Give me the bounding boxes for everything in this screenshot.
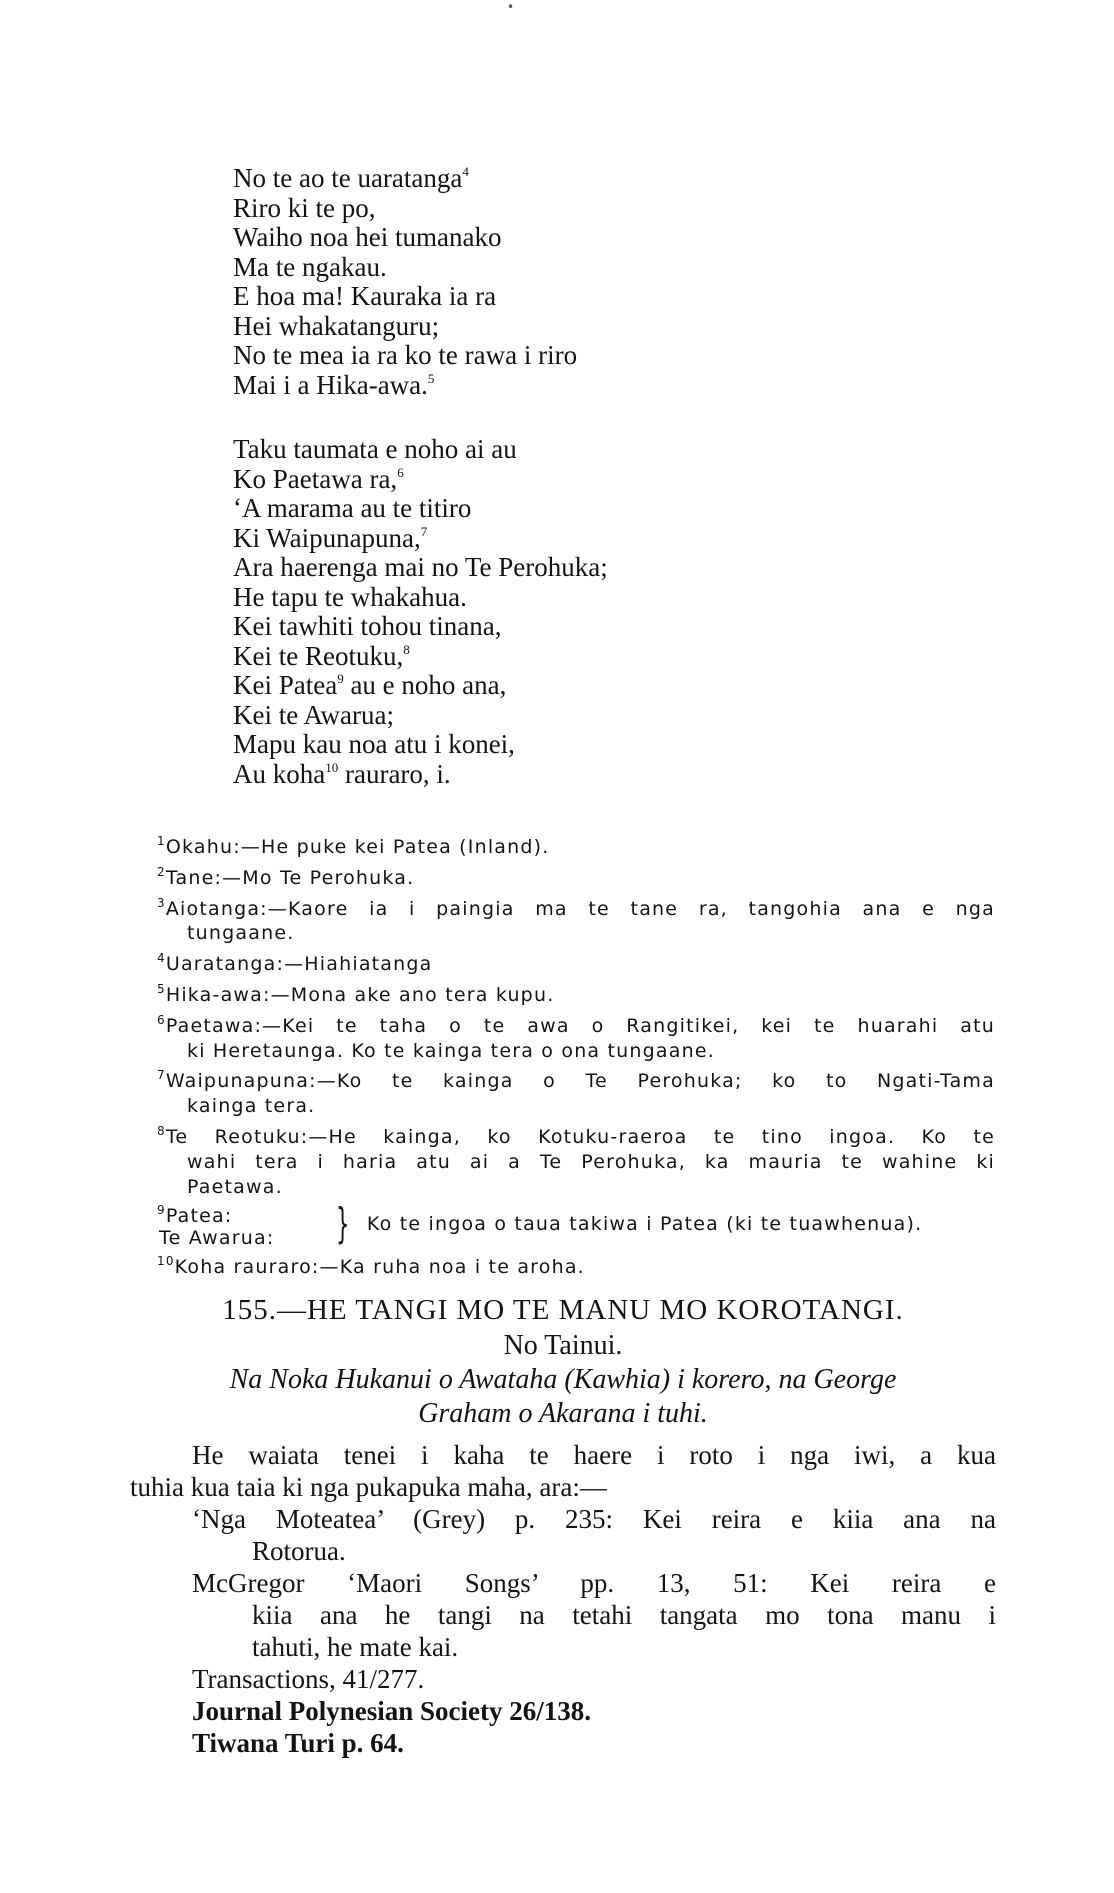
reference-text: Journal Polynesian Society 26/138. (192, 1696, 592, 1726)
footnote-3 (157, 891, 995, 947)
poem-line-text: Ara haerenga mai no Te Perohuka; (233, 552, 608, 582)
poem-line-text: Hei whakatanguru; (233, 310, 440, 341)
reference-list (130, 1503, 996, 1759)
footnote-text: Paetawa:—Kei te taha o te awa o Rangitikei, kei te huarahi atu (165, 1014, 995, 1037)
poem-line (233, 612, 608, 642)
poem-line (233, 730, 608, 760)
poem-line-text: Au koha (233, 758, 326, 789)
poem-line-text: Waiho noa hei tumanako (233, 222, 502, 252)
footnote-text: Uaratanga:—Hiahiatanga (165, 953, 433, 976)
poem-line-text: Mapu kau noa atu i konei, (233, 729, 515, 759)
footnote-continuation: Paetawa. (187, 1175, 283, 1198)
reference-continuation: kiia ana he tangi na tetahi tangata mo tona manu i (252, 1600, 996, 1630)
poem-stanza-1 (233, 164, 577, 400)
footnote-number: 10 (157, 1254, 175, 1269)
poem-line (233, 583, 608, 613)
intro-paragraph (130, 1439, 996, 1503)
poem-line-text: No te ao te uaratanga (233, 163, 463, 193)
poem-line-text: rauraro, i. (338, 758, 451, 789)
footnote-10-text: Koha rauraro:—Ka ruha noa i te aroha. (174, 1256, 585, 1279)
footnotes (157, 829, 995, 1280)
section-155 (130, 1291, 996, 1759)
poem-line-text: Kei Patea (233, 670, 338, 700)
footnote-2 (157, 860, 995, 891)
reference-item (130, 1567, 996, 1663)
footnote-number: 2 (157, 864, 166, 879)
footnote-continuation: ki Heretaunga. Ko te kainga tera o ona tungaane. (187, 1039, 715, 1062)
footnote-1 (157, 829, 995, 860)
poem-line (233, 164, 577, 194)
reference-item (130, 1727, 996, 1759)
poem-line (233, 282, 577, 312)
footnote-text: Waipunapuna:—Ko te kainga o Te Perohuka; ko to Ngati-Tama (165, 1070, 995, 1093)
attribution-line-1: Na Noka Hukanui o Awataha (Kawhia) i korero, na George (229, 1364, 897, 1395)
reference-continuation: Rotorua. (252, 1536, 346, 1566)
attribution-line-2: Graham o Akarana i tuhi. (418, 1398, 708, 1429)
poem-line (233, 435, 608, 465)
poem-line-text: Ma te ngakau. (233, 251, 387, 282)
footnote-text: Tane:—Mo Te Perohuka. (165, 866, 415, 889)
reference-text: McGregor ‘Maori Songs’ pp. 13, 51: Kei reira e (192, 1568, 996, 1598)
footnote-text: Hika-awa:—Mona ake ano tera kupu. (165, 983, 555, 1006)
reference-item (130, 1695, 996, 1727)
poem-line-text: au e noho ana, (343, 670, 507, 700)
footnote-7 (157, 1063, 995, 1119)
poem-line (233, 223, 577, 253)
reference-text: ‘Nga Moteatea’ (Grey) p. 235: Kei reira e kiia ana na (192, 1504, 996, 1534)
footnote-4 (157, 946, 995, 977)
footnote-number: 6 (157, 1012, 166, 1027)
poem-line-text: Kei te Awarua; (233, 699, 394, 730)
poem-line-text: ‘A marama au te titiro (233, 493, 472, 523)
footnote-number: 4 (157, 951, 166, 966)
footnote-5 (157, 977, 995, 1008)
poem-line-text: No te mea ia ra ko te rawa i riro (233, 340, 578, 370)
poem-line-text: Taku taumata e noho ai au (233, 434, 517, 464)
poem-line (233, 642, 608, 672)
footnote-number: 3 (157, 895, 166, 910)
footnote-8 (157, 1119, 995, 1199)
poem-line (233, 494, 608, 524)
section-heading: 155.—HE TANGI MO TE MANU MO KOROTANGI. (222, 1294, 904, 1326)
footnote-ref: 9 (337, 671, 344, 686)
poem-line-text: E hoa ma! Kauraka ia ra (233, 281, 497, 311)
footnote-label-patea: Patea: (165, 1205, 233, 1228)
poem-line (233, 671, 608, 701)
footnote-ref: 10 (325, 759, 339, 775)
poem-line-text: Riro ki te po, (233, 192, 376, 223)
poem-line (233, 312, 577, 342)
footnote-number: 5 (157, 981, 166, 996)
poem-line (233, 465, 608, 495)
poem-line-text: Ko Paetawa ra, (233, 463, 398, 494)
footnote-text: Aiotanga:—Kaore ia i paingia ma te tane ra, tangohia ana e nga (165, 897, 995, 920)
footnote-label-awarua: Te Awarua: (159, 1227, 275, 1250)
reference-continuation: tahuti, he mate kai. (252, 1632, 459, 1662)
section-subheading: No Tainui. (503, 1330, 623, 1361)
footnote-6 (157, 1008, 995, 1064)
top-mark: • (507, 0, 515, 14)
poem-line (233, 524, 608, 554)
footnote-number: 8 (157, 1123, 166, 1138)
footnote-number: 9 (157, 1203, 166, 1218)
poem-line-text: Ki Waipunapuna, (233, 522, 421, 553)
poem-stanza-2 (233, 435, 608, 789)
footnote-continuation: tungaane. (187, 922, 295, 945)
footnote-10 (157, 1249, 995, 1280)
footnote-continuation: kainga tera. (187, 1095, 316, 1118)
footnote-ref: 8 (403, 641, 410, 657)
footnote-ref: 6 (397, 464, 404, 480)
poem-line-text: He tapu te whakahua. (233, 581, 467, 612)
footnote-ref: 7 (420, 523, 428, 539)
poem-line (233, 194, 577, 224)
footnote-text: Te Reotuku:—He kainga, ko Kotuku-raeroa te tino ingoa. Ko te (165, 1125, 995, 1148)
poem-line (233, 760, 608, 790)
footnote-9 (157, 1199, 995, 1249)
poem-line-text: Kei tawhiti tohou tinana, (233, 611, 502, 641)
footnote-continuation: wahi tera i haria atu ai a Te Perohuka, ka mauria te wahine ki (187, 1150, 995, 1173)
reference-item (130, 1663, 996, 1695)
poem-line (233, 701, 608, 731)
footnote-9-text: Ko te ingoa o taua takiwa i Patea (ki te tuawhenua). (366, 1212, 923, 1235)
poem-line-text: Kei te Reotuku, (233, 640, 404, 671)
intro-line-2: tuhia kua taia ki nga pukapuka maha, ara:— (130, 1472, 607, 1502)
footnote-ref: 5 (427, 370, 435, 386)
footnote-text: Okahu:—He puke kei Patea (Inland). (165, 836, 550, 858)
footnote-ref: 4 (462, 164, 469, 179)
reference-item (130, 1503, 996, 1567)
footnote-number: 7 (157, 1068, 166, 1083)
poem-line-text: Mai i a Hika-awa. (233, 369, 428, 400)
poem-line (233, 341, 577, 371)
intro-line-1: He waiata tenei i kaha te haere i roto i nga iwi, a kua (192, 1440, 996, 1470)
poem-line (233, 253, 577, 283)
reference-text: Tiwana Turi p. 64. (192, 1728, 404, 1758)
reference-text: Transactions, 41/277. (192, 1664, 425, 1694)
brace-mark: } (335, 1199, 350, 1249)
poem-line (233, 371, 577, 401)
poem-line (233, 553, 608, 583)
footnote-number: 1 (157, 834, 166, 848)
